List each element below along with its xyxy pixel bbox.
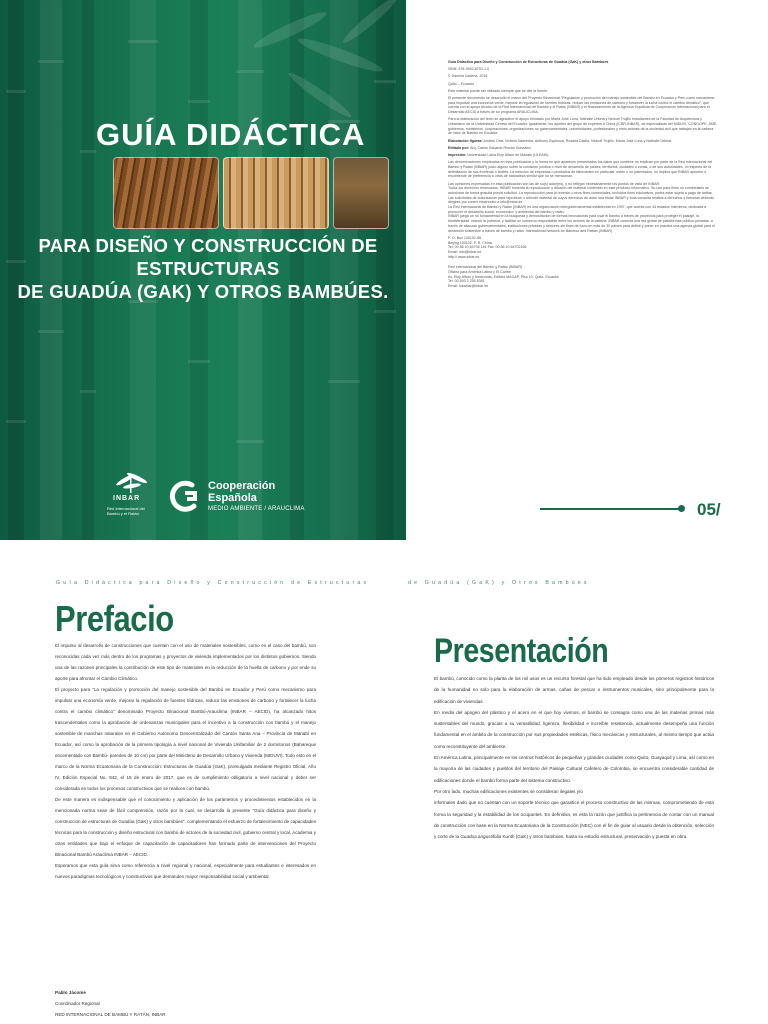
address-line: Email: info@inbar.int <box>448 249 482 254</box>
credits-elaboracion <box>448 139 718 144</box>
bamboo-leaf-icon <box>115 470 149 494</box>
prefacio-paragraph: De este manera es indispensable que el conocimiento y aplicación de los parámetros y procedimientos establecidos en la mencionada norma sean de fácil comprensión, razón por la cual, se desarrolla la presente "Guía didáctica para diseño y construcción de estructuras de Guadúa (GaK) y otros bambúes", complementando el esfuerzo de fortalecimiento de capacidades técnicas para la construcción y diseño estructural con bambú de actores de la sociedad civil, gobierno central y local, Academia y otras entidades que bajo el enfoque de capacitación de capacitadores han formado parte de intervenciones del Proyecto Binacional Bambú Arauclima INBAR – AECID. <box>55 797 316 857</box>
bottom-spread <box>0 540 768 1024</box>
office-line: Oficina para América Latina y El Caribe <box>448 270 511 275</box>
cover-subtitle <box>0 234 406 303</box>
credits-para: Todos los derechos reservados. INBAR fomenta la reproducción y difusión del material contenido en este producto informativo. Su uso para fines no comerciales se autorizará de forma gratuita previa solicitud. La reproducción para la reventa u otros fines comerciales, incluidos fines educativos, podrá estar sujeta a pago de tarifas. Las solicitudes de autorización para reproducir o difundir material de cuyos derechos de autor sea titular INBAR y toda consulta relativa a derechos y licencias deberán dirigirse por correo electrónico a info@inbar.int <box>448 186 715 205</box>
cover-title: GUÍA DIDÁCTICA <box>96 117 366 152</box>
bamboo-wall-photo <box>223 157 329 229</box>
credits-address <box>448 236 718 260</box>
presentacion-text: Kunth (GaK) y otros bambúes, hasta su estudio estructural, preservación y puesta en obra. <box>501 834 688 840</box>
inbar-tagline: Red Internacional del Bambú y el Ratán <box>107 506 145 516</box>
credits-value: Andrés Orta, Viviana Saavedra, Anthony Espinoza, Rosaria Dávila, Nelcott Trujillo, María José Luna y Nathalie Urbina. <box>482 138 673 143</box>
credits-label: Impresión: <box>448 153 467 158</box>
credits-value: Universidad Laica Eloy Alfaro de Manabí (ULEAM). <box>466 153 549 158</box>
office-line: Email: inbarlac@inbar.int <box>448 284 488 289</box>
prefacio-body <box>55 640 316 882</box>
prefacio-paragraph: El impulso al desarrollo de construcciones que cuenten con el uso de materiales sostenibles, como es el caso del bambú, son reconocidas cada vez más dentro de los programas y proyectos de vivienda implementados por los distintos gobiernos. Siendo una de las razones principales la contribución de este tipo de materiales en la reducción de la huella de carbono y por ende su aporte para afrontar el Cambio Climático. <box>55 643 316 681</box>
prefacio-paragraph: Esperamos que esta guía sirva como referencia a nivel regional y nacional, especialmente para estudiantes e interesados en nuevos paradigmas tecnológicos y constructivos que demanden mayor responsabilidad social y ambiental. <box>55 863 316 879</box>
cover-logos <box>103 470 373 522</box>
bamboo-house-photo <box>333 157 389 229</box>
cover-subtitle-line1: PARA DISEÑO Y CONSTRUCCIÓN DE ESTRUCTURAS <box>38 235 378 279</box>
address-line: Beijing 100102, P. R. China <box>448 240 492 245</box>
coop-line2: Española <box>208 492 257 504</box>
credits-isbn: ISBN: 978-9942-8753-1-0 <box>448 67 490 72</box>
credits-para: Para la elaboración del texto se agradece el apoyo brindado por María José Luna, Nathalie Urbina y Nelcott Trujillo estudiantes de la Facultad de Arquitectura y Urbanismo de la Universidad Central del Ecuador. Igualmente, los aportes del grupo de expertos a China (ICBR-INBAR), de especialistas del MIDUVI, CONGOPE, AME, gobiernos, ministerios, corporaciones, organizaciones no gubernamentales, universidades, profesionales y otros actores de la sociedad civil que trabajan en la cadena de valor de Bambú en Ecuador. <box>448 117 718 136</box>
page-number-rule <box>540 508 680 510</box>
running-header-left: Guía Didáctica para Diseño y Construcción de Estructuras <box>56 580 370 586</box>
coop-line1: Cooperación <box>208 480 276 492</box>
credits-value: Arq. Carlos Eduardo Rincón González <box>469 145 531 150</box>
presentacion-paragraph: En América Latina, principalmente en los centros históricos de pequeñas y grandes ciudades como Quito, Guayaquil y Lima, así como en la mayoría de las ciudades y pueblos del territorio del Paisaje Cultural Cafetero de Colombia, se encuentra considerable cantidad de edificaciones donde el bambú forma parte del sistema constructivo. <box>434 755 714 783</box>
book-cover <box>0 0 406 540</box>
credits-para: Las denominaciones empleadas en esta publicación y la forma en que aparecen presentados los datos que contiene no implican por parte de la Red Internacional del Bambú y Ratán (INBAR) juicio alguno sobre la condición jurídica o nivel de desarrollo de países, territorios, ciudades o zonas, o de sus autoridades, ni respecto de la delimitación de sus fronteras o límites. La mención de empresas o productos de fabricantes en particular, estén o no patentados, no implica que INBAR apruebe o recomiende de preferencia a otros de naturaleza similar que no se mencionan. <box>448 160 713 179</box>
address-line: P. O. Box 100102-86 <box>448 235 482 240</box>
page-number: 05/ <box>697 500 721 519</box>
credits-title: Guía Didáctica para Diseño y Construcción de Estructuras de Guadúa (GaK) y otros Bambúes <box>448 60 609 64</box>
presentacion-body <box>434 673 714 842</box>
signature-block <box>55 987 166 1020</box>
credits-editado <box>448 146 718 151</box>
address-line: http:// www.inbar.int <box>448 254 480 259</box>
signature-name: Pablo Jácome <box>55 990 86 995</box>
credits-impresion <box>448 153 718 158</box>
credits-label: Elaboración figuras: <box>448 138 483 143</box>
credits-page <box>448 60 718 291</box>
presentacion-paragraph: Por otro lado, muchas edificaciones existentes se consideran ilegales y/o <box>434 788 583 794</box>
presentacion-paragraph <box>434 797 714 842</box>
address-line: Tel: 00 86 10 64706 161 Fax: 00 86 10 64702166 <box>448 245 527 250</box>
presentacion-text: informales dado que no cuentan con un soporte técnico que garantice el proceso constructivo de las mismas, comprometiendo de esta forma la seguridad y la estabilidad de los ocupantes. En definitiva, es esta la razón que justifica la pertinencia de contar con un manual de construcción con base en la Norma Ecuatoriana de la Construcción (NEC) con el fin de guiar al usuario desde la obtención, selección y corte de la <box>434 800 714 840</box>
presentacion-paragraph: En medio del apogeo del plástico y el acero en el que hoy vivimos, el bambú se consagra como una de las materias primas más sustentables del mundo, gracias a su versatilidad, ligereza, flexibilidad e increíble resistencia, actualmente desempeña una función fundamental en el ámbito de la construcción por sus propiedades estéticas, físico mecánicas y estructurales, al mismo tiempo que actúa como reconstituyente del ambiente. <box>434 709 714 749</box>
credits-para: El presente documento se desarrolló el marco del Proyecto Binacional "Regulación y promoción del manejo sostenible del Bambú en Ecuador y Perú como mecanismo para impulsar una economía verde, mejorar la regulación de fuentes hídricas, reducir las emisiones de carbono y fortalecer la lucha contra el cambio climático", que cuenta con el apoyo técnico de la Red Internacional del Bambú y el Ratán (INBAR) y el financiamiento de la Agencia Española de Cooperación Internacional para el Desarrollo AECID a través de su programa ARAUCLIMA. <box>448 96 715 115</box>
signature-role: Coordinador Regional <box>55 1001 100 1006</box>
office-line: Red Internacional del Bambú y Ratán (INBAR) <box>448 265 523 270</box>
credits-para: INBAR juega un rol fundamental en la búsqueda y demostración de formas innovadoras para usar el bambú a través de proyectos para proteger el paisaje, la biodiversidad, reducir la pobreza, y facilitar un comercio responsable entre los actores de la cadena. INBAR conecta una red global de plataformas público-privadas, a través de alianzas gubernamentales, instituciones privadas y sectores sin fines de lucro en más de 30 países para definir y poner en práctica una agenda global para el desarrollo sostenible a través de bambú y ratán. International Network for Bamboo and Rattan (INBAR) <box>448 214 715 233</box>
inbar-wordmark: INBAR <box>113 495 141 502</box>
presentacion-title: Presentación <box>434 632 609 670</box>
running-header-right: de Guadúa (GaK) y Otros Bambúes <box>408 580 590 586</box>
office-line: Av. Eloy Alfaro y Amazonas, Edificio MAGAP, Piso 10. Quito- Ecuador <box>448 274 559 279</box>
prefacio-title: Prefacio <box>55 598 174 639</box>
credits-office <box>448 265 718 289</box>
species-name: Guadua angustifolia <box>460 834 502 840</box>
credits-place: Quito – Ecuador <box>448 81 474 86</box>
cooperacion-espanola-icon <box>168 479 202 513</box>
credits-para: La Red Internacional de Bambú y Ratán (INBAR) es una organización intergubernamental establecida en 1997, que cuenta con 44 estados miembros, dedicada a promover el desarrollo social, económico, y ambiental del bambú y ratán. <box>448 205 707 214</box>
bamboo-roof-photo <box>113 157 219 229</box>
credits-copyright: © Daniela Cadena, 2018 <box>448 74 488 79</box>
credits-paper-note: Este material puede ser utilizado siempre que se cite la fuente. <box>448 88 549 93</box>
coop-line3: MEDIO AMBIENTE / ARAUCLIMA <box>208 506 305 512</box>
cover-subtitle-line2: DE GUADÚA (GAK) Y OTROS BAMBÚES. <box>17 281 389 302</box>
credits-label: Editado por: <box>448 145 470 150</box>
office-line: Tel: 00 593 2 255 8381 <box>448 279 485 284</box>
prefacio-paragraph: El proyecto para "La regulación y promoción del manejo sostenible del Bambú en Ecuador y Perú como mecanismo para impulsar una economía verde, mejorar la regulación de fuentes hídricas, reducir las emisiones de carbono y fortalecer la lucha contra el cambio climático" denominado Proyecto Binacional Bambú-Arauclima (INBAR – AECID), ha alcanzado hitos trascendentales como la aprobación de ordenanzas municipales para el incentivo a la construcción con bambú y el manejo sostenible de manchas naturales en el Gobierno Autónomo Descentralizado del Cantón Santa Ana – Provincia de Manabí en Ecuador, así como la aprobación de la primera tipología a nivel nacional de Vivienda Unifamiliar de 2 dormitorios (Bahareque encementado con Bambú- paredes de 10 cm) por parte del Ministerio de Desarrollo Urbano y Vivienda (MIDUVI). Todo esto en el marco de la Norma Ecuatoriana de la Construcción: Estructuras de Guadúa (GaK), promulgada mediante Registro Oficial, Año IV, Edición Especial No. 842, el 19 de enero de 2017, que es de cumplimiento obligatorio a nivel nacional y deber ser considerada en todos los procesos constructivos que se realicen con bambú. <box>55 687 316 791</box>
inbar-logo <box>103 470 161 522</box>
presentacion-paragraph: El bambú, conocido como la planta de los mil usos es un recurso forestal que ha sido empleado desde los primeros registros históricos de la humanidad no solo para la elaboración de armas, cañas de pescar o instrumentos musicales, sino principalmente para la edificación de viviendas. <box>434 676 714 704</box>
signature-org: RED INTERNACIONAL DE BAMBÚ Y RATÁN, INBAR <box>55 1012 166 1017</box>
page-number-dot <box>678 505 685 512</box>
credits-para: Las opiniones expresadas en esta publicación son las de su(s) autor(es), y no reflejan necesariamente los puntos de vista de INBAR. <box>448 181 661 186</box>
cooperacion-espanola-logo-text <box>208 480 305 514</box>
